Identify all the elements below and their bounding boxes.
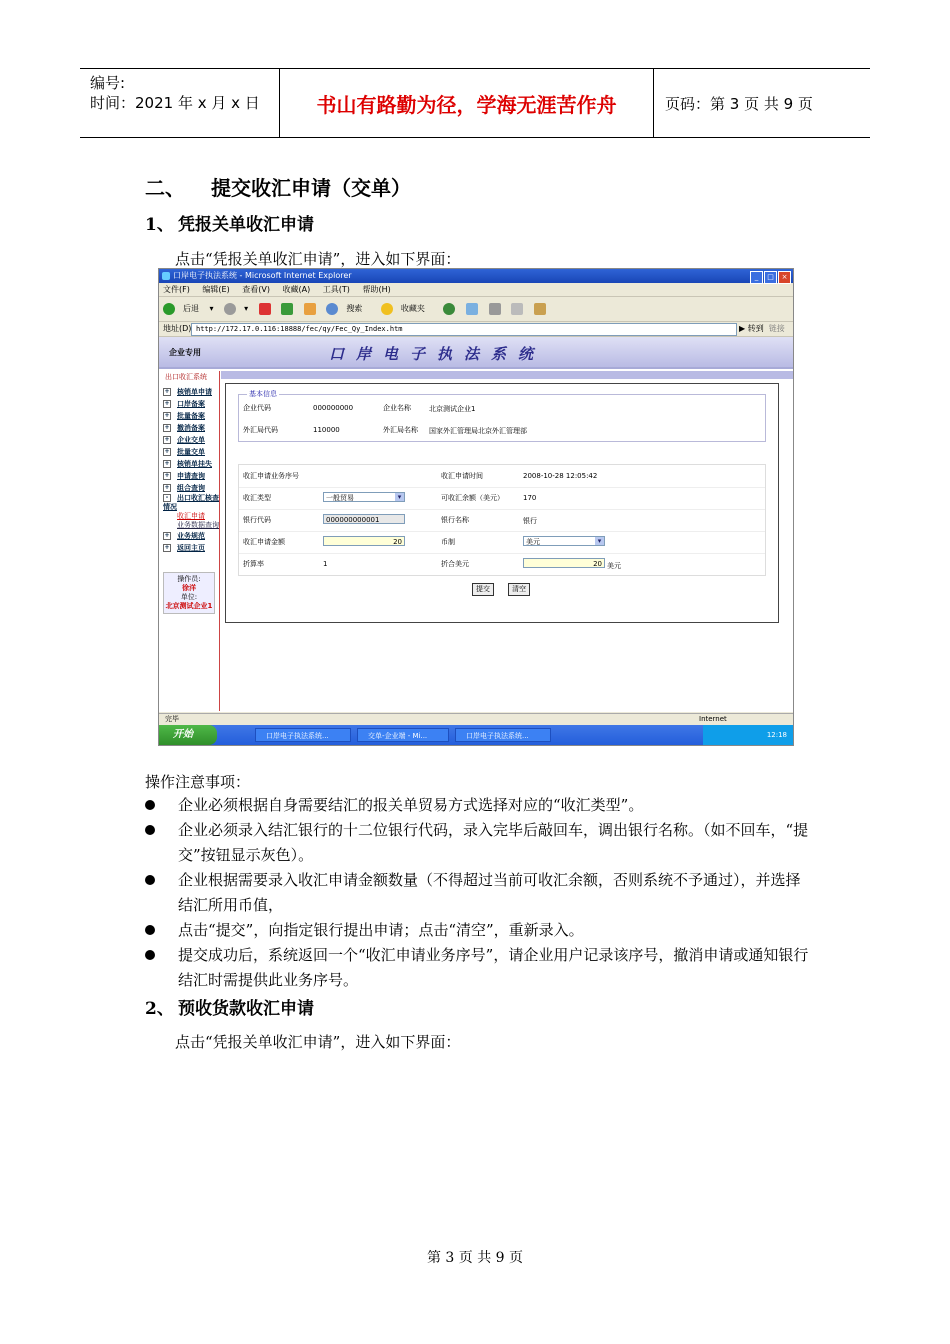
nav-item-report-loss[interactable]: + 核销单挂失 <box>164 460 212 468</box>
task-2[interactable]: 交单-企业端 - Mi... <box>357 728 449 742</box>
menu-help[interactable]: 帮助(H) <box>362 285 391 294</box>
search-icon <box>326 303 338 315</box>
clear-button[interactable]: 清空 <box>508 583 530 596</box>
mail-icon[interactable] <box>466 303 478 315</box>
page-footer: 第 3 页 共 9 页 <box>426 1250 524 1266</box>
number-label: 编号: <box>90 74 126 92</box>
search-label: 搜索 <box>346 304 363 313</box>
operator-box <box>163 572 215 614</box>
search-button[interactable] <box>326 304 370 313</box>
rate-value: 1 <box>323 560 328 568</box>
bullet-5 <box>145 943 815 993</box>
operator-name: 徐洋 <box>182 584 196 592</box>
apply-time-label: 收汇申请时间 <box>441 472 483 480</box>
forward-button[interactable]: ▾ <box>224 304 248 313</box>
page-header <box>80 68 870 138</box>
intro-paragraph-2: 点击“凭报关单收汇申请”，进入如下界面： <box>175 1033 461 1051</box>
minimize-icon[interactable]: _ <box>750 271 763 284</box>
menu-favorites[interactable]: 收藏(A) <box>282 285 311 294</box>
menu-tools[interactable]: 工具(T) <box>322 285 350 294</box>
header-motto: 书山有路勤为径，学海无涯苦作舟 <box>280 69 654 137</box>
subsection-1-title: 凭报关单收汇申请 <box>178 215 314 235</box>
subsection-2-title: 预收货款收汇申请 <box>178 999 314 1019</box>
avail-value: 170 <box>523 494 537 502</box>
fx-name-label: 外汇局名称 <box>383 426 418 434</box>
nav-item-rules[interactable]: + 业务规范 <box>164 532 205 540</box>
apply-form-table <box>238 464 766 576</box>
form-panel <box>225 383 779 623</box>
subsection-2-heading <box>145 994 314 1019</box>
apply-time-value: 2008-10-28 12:05:42 <box>523 472 598 480</box>
status-done: 完毕 <box>165 715 179 723</box>
amount-input[interactable]: 20 <box>323 536 405 546</box>
status-zone: Internet <box>699 715 727 723</box>
seq-label: 收汇申请业务序号 <box>243 472 299 480</box>
bullet-5-text: 提交成功后，系统返回一个“收汇申请业务序号”，请企业用户记录该序号，撤消申请或通知银行结汇时需提供此业务序号。 <box>178 946 809 989</box>
subsection-2-number: 2、 <box>145 999 174 1019</box>
system-name: 口岸电子执法系统 <box>329 345 546 363</box>
nav-item-home[interactable]: + 返回主页 <box>164 544 205 552</box>
favorites-button[interactable] <box>381 304 433 313</box>
bullet-4-text: 点击“提交”，向指定银行提出申请；点击“清空”，重新录入。 <box>178 921 584 939</box>
nav-section-title: 出口收汇系统 <box>165 373 207 381</box>
section-number: 二、 <box>145 176 185 200</box>
notes-title: 操作注意事项： <box>145 773 251 791</box>
history-icon[interactable] <box>443 303 455 315</box>
ie-toolbar <box>159 297 793 322</box>
subsection-1-number: 1、 <box>145 215 174 235</box>
bullet-4 <box>145 918 815 943</box>
ent-code-label: 企业代码 <box>243 404 271 412</box>
window-buttons <box>749 270 791 284</box>
currency-select[interactable]: 美元 ▾ <box>523 536 605 546</box>
stop-icon[interactable] <box>259 303 271 315</box>
favorites-label: 收藏夹 <box>400 304 425 313</box>
edit-icon[interactable] <box>511 303 523 315</box>
type-select[interactable]: 一般贸易 ▾ <box>323 492 405 502</box>
header-page: 页码：第 3 页 共 9 页 <box>665 95 813 113</box>
folder-icon[interactable] <box>534 303 546 315</box>
nav-item-combined-query[interactable]: + 组合查询 <box>164 484 205 492</box>
nav-sub-query[interactable]: 业务数据查询 <box>177 521 219 529</box>
start-button[interactable]: 开始 <box>159 725 217 745</box>
app-content <box>159 337 793 712</box>
avail-label: 可收汇余额（美元） <box>441 494 504 502</box>
ie-statusbar <box>159 713 793 725</box>
header-meta <box>80 69 280 137</box>
forward-arrow-icon <box>224 303 236 315</box>
basic-info-fieldset <box>238 390 766 442</box>
back-arrow-icon <box>163 303 175 315</box>
system-tray <box>703 725 793 745</box>
fx-name-value: 国家外汇管理局北京外汇管理部 <box>429 427 527 435</box>
unit-name: 北京测试企业1 <box>165 602 213 610</box>
bullet-1-text: 企业必须根据自身需要结汇的报关单贸易方式选择对应的“收汇类型”。 <box>178 796 644 814</box>
bank-name-value: 银行 <box>523 517 537 525</box>
task-1[interactable]: 口岸电子执法系统... <box>255 728 351 742</box>
close-icon[interactable]: × <box>778 271 791 284</box>
bullet-1 <box>145 793 815 818</box>
ie-addressbar <box>159 322 793 337</box>
intro-paragraph-1: 点击“凭报关单收汇申请”，进入如下界面： <box>175 250 461 268</box>
nav-item-export-check[interactable]: - 出口收汇核查情况 <box>163 494 219 511</box>
bank-name-label: 银行名称 <box>441 516 469 524</box>
menu-edit[interactable]: 编辑(E) <box>202 285 230 294</box>
ent-name-label: 企业名称 <box>383 404 411 412</box>
ent-name-value: 北京测试企业1 <box>429 405 476 413</box>
go-button[interactable]: ▶ 转到 链接 <box>739 324 785 333</box>
section-heading <box>145 172 411 201</box>
amount-label: 收汇申请金额 <box>243 538 285 546</box>
menu-file[interactable]: 文件(F) <box>163 285 190 294</box>
back-button[interactable]: 后退 ▾ <box>163 304 214 313</box>
ie-icon <box>162 272 170 280</box>
bank-code-input[interactable]: 000000000001 <box>323 514 405 524</box>
bullet-dot-icon <box>145 825 155 835</box>
bank-code-label: 银行代码 <box>243 516 271 524</box>
subsection-1-heading <box>145 210 314 235</box>
address-label: 地址(D) <box>163 324 192 333</box>
nav-item-batch-submit[interactable]: + 批量交单 <box>164 448 205 456</box>
usd-unit: 美元 <box>607 562 621 570</box>
currency-label: 币制 <box>441 538 455 546</box>
type-label: 收汇类型 <box>243 494 271 502</box>
app-header <box>159 337 793 369</box>
enterprise-use-label: 企业专用 <box>169 348 201 357</box>
nav-item-batch-record[interactable]: + 批量备案 <box>164 412 205 420</box>
clock: 12:18 <box>766 731 787 739</box>
fx-code-label: 外汇局代码 <box>243 426 278 434</box>
content-topbar <box>221 371 793 379</box>
nav-item-cancel-record[interactable]: + 撤消备案 <box>164 424 205 432</box>
basic-info-legend: 基本信息 <box>249 390 277 398</box>
home-icon[interactable] <box>304 303 316 315</box>
bullet-dot-icon <box>145 800 155 810</box>
nav-item-port-record[interactable]: + 口岸备案 <box>164 400 205 408</box>
time-label: 时间：2021 年 x 月 x 日 <box>90 94 260 112</box>
maximize-icon[interactable]: □ <box>764 271 777 284</box>
address-input[interactable]: http://172.17.0.116:18888/fec/qy/Fec_Qy_Index.htm <box>191 323 737 336</box>
nav-item-ent-submit[interactable]: + 企业交单 <box>164 436 205 444</box>
star-icon <box>381 303 393 315</box>
rate-label: 折算率 <box>243 560 264 568</box>
usd-input[interactable]: 20 <box>523 558 605 568</box>
bullet-dot-icon <box>145 875 155 885</box>
submit-button[interactable]: 提交 <box>472 583 494 596</box>
ie-titlebar <box>159 269 793 283</box>
nav-item-hxd-apply[interactable]: + 核销单申请 <box>164 388 212 396</box>
operator-label: 操作员: <box>177 575 201 583</box>
task-3[interactable]: 口岸电子执法系统... <box>455 728 551 742</box>
embedded-screenshot <box>158 268 794 746</box>
bullet-dot-icon <box>145 950 155 960</box>
menu-view[interactable]: 查看(V) <box>242 285 270 294</box>
bullet-2 <box>145 818 815 868</box>
nav-item-query[interactable]: + 申请查询 <box>164 472 205 480</box>
ie-menubar <box>159 283 793 297</box>
unit-label: 单位: <box>180 593 198 601</box>
section-title: 提交收汇申请（交单） <box>211 176 411 200</box>
go-label: 转到 <box>747 324 764 333</box>
print-icon[interactable] <box>489 303 501 315</box>
bullet-3-text: 企业根据需要录入收汇申请金额数量（不得超过当前可收汇余额，否则系统不予通过），并选择结汇所用币值， <box>178 871 801 914</box>
back-label: 后退 <box>183 304 199 313</box>
usd-label: 折合美元 <box>441 560 469 568</box>
ent-code-value: 000000000 <box>313 404 354 412</box>
windows-taskbar <box>159 725 793 745</box>
refresh-icon[interactable] <box>281 303 293 315</box>
nav-sub-apply[interactable]: 收汇申请 <box>177 512 205 520</box>
links-label[interactable]: 链接 <box>768 324 785 333</box>
fx-code-value: 110000 <box>313 426 340 434</box>
bullet-3 <box>145 868 815 918</box>
left-nav <box>159 371 220 711</box>
window-title: 口岸电子执法系统 - Microsoft Internet Explorer <box>173 271 352 280</box>
bullet-dot-icon <box>145 925 155 935</box>
bullet-2-text: 企业必须录入结汇银行的十二位银行代码，录入完毕后敲回车，调出银行名称。（如不回车，“提交”按钮显示灰色）。 <box>178 821 809 864</box>
